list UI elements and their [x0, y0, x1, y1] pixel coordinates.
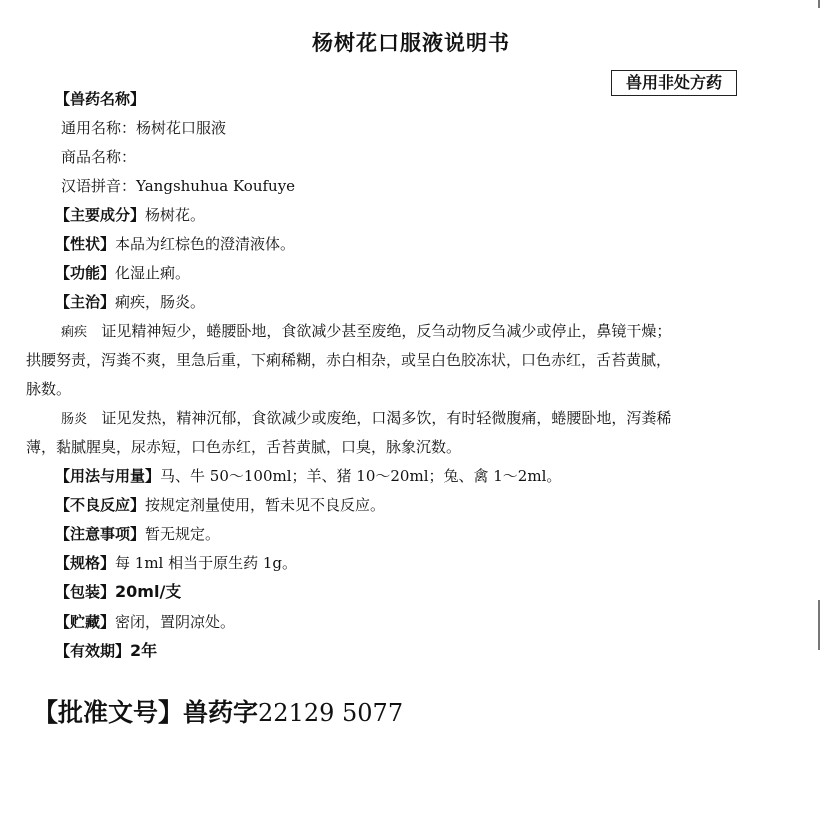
page-border-fragment [818, 600, 820, 650]
ingredients-text: 杨树花。 [145, 206, 206, 224]
spec-heading: 【规格】 [55, 554, 116, 572]
character-text: 本品为红棕色的澄清液体。 [115, 235, 296, 253]
package-row [55, 582, 181, 602]
dysentery-text-1: 证见精神短少，蜷腰卧地，食欲减少甚至废绝，反刍动物反刍减少或停止，鼻镜干燥； [101, 322, 672, 340]
character-heading: 【性状】 [55, 235, 116, 253]
dysentery-label: 痢疾 [61, 325, 88, 340]
validity-row [55, 641, 157, 661]
storage-heading: 【贮藏】 [55, 613, 116, 631]
enteritis-label: 肠炎 [61, 412, 88, 427]
precautions-row [55, 524, 220, 544]
package-text: 20ml/支 [115, 582, 182, 601]
approval-number: 22129 5077 [258, 699, 404, 727]
package-heading: 【包装】 [55, 583, 116, 601]
storage-text: 密闭，置阴凉处。 [115, 613, 236, 631]
storage-row [55, 612, 235, 632]
function-text: 化湿止痢。 [115, 264, 191, 282]
spec-row [55, 553, 297, 573]
dysentery-line-1 [61, 321, 671, 343]
approval-number-row [33, 693, 403, 729]
validity-heading: 【有效期】 [55, 642, 131, 660]
ingredients-row [55, 205, 205, 225]
validity-text: 2年 [130, 641, 158, 660]
dosage-text: 马、牛 50～100ml；羊、猪 10～20ml；兔、禽 1～2ml。 [160, 467, 562, 485]
function-heading: 【功能】 [55, 264, 116, 282]
dysentery-line-2: 拱腰努责，泻粪不爽，里急后重，下痢稀糊，赤白相杂，或呈白色胶冻状，口色赤红，舌苔黄腻， [26, 351, 672, 369]
enteritis-text-1: 证见发热，精神沉郁，食欲减少或废绝，口渴多饮，有时轻微腹痛，蜷腰卧地，泻粪稀 [101, 409, 672, 427]
ingredients-heading: 【主要成分】 [55, 206, 146, 224]
dosage-row [55, 466, 561, 486]
indication-row [55, 292, 205, 312]
function-row [55, 263, 190, 283]
document-title: 杨树花口服液说明书 [312, 30, 510, 55]
spec-text: 每 1ml 相当于原生药 1g。 [115, 554, 298, 572]
dysentery-line-3: 脉数。 [26, 380, 72, 398]
generic-name: 通用名称：杨树花口服液 [61, 119, 227, 137]
precautions-heading: 【注意事项】 [55, 525, 146, 543]
indication-text: 痢疾，肠炎。 [115, 293, 206, 311]
trade-name: 商品名称： [61, 148, 137, 166]
dosage-heading: 【用法与用量】 [55, 467, 161, 485]
adverse-heading: 【不良反应】 [55, 496, 146, 514]
approval-heading: 【批准文号】 [33, 698, 184, 727]
adverse-row [55, 495, 385, 515]
adverse-text: 按规定剂量使用，暂未见不良反应。 [145, 496, 386, 514]
enteritis-line-2: 薄，黏腻腥臭，尿赤短，口色赤红，舌苔黄腻，口臭，脉象沉数。 [26, 438, 462, 456]
approval-prefix: 兽药字 [183, 698, 259, 727]
drug-name-heading: 【兽药名称】 [55, 90, 146, 108]
precautions-text: 暂无规定。 [145, 525, 221, 543]
indication-heading: 【主治】 [55, 293, 116, 311]
pinyin-name: 汉语拼音：Yangshuhua Koufuye [61, 177, 296, 195]
enteritis-line-1 [61, 408, 671, 430]
otc-badge: 兽用非处方药 [611, 70, 737, 96]
character-row [55, 234, 295, 254]
page-border-fragment [818, 0, 820, 8]
